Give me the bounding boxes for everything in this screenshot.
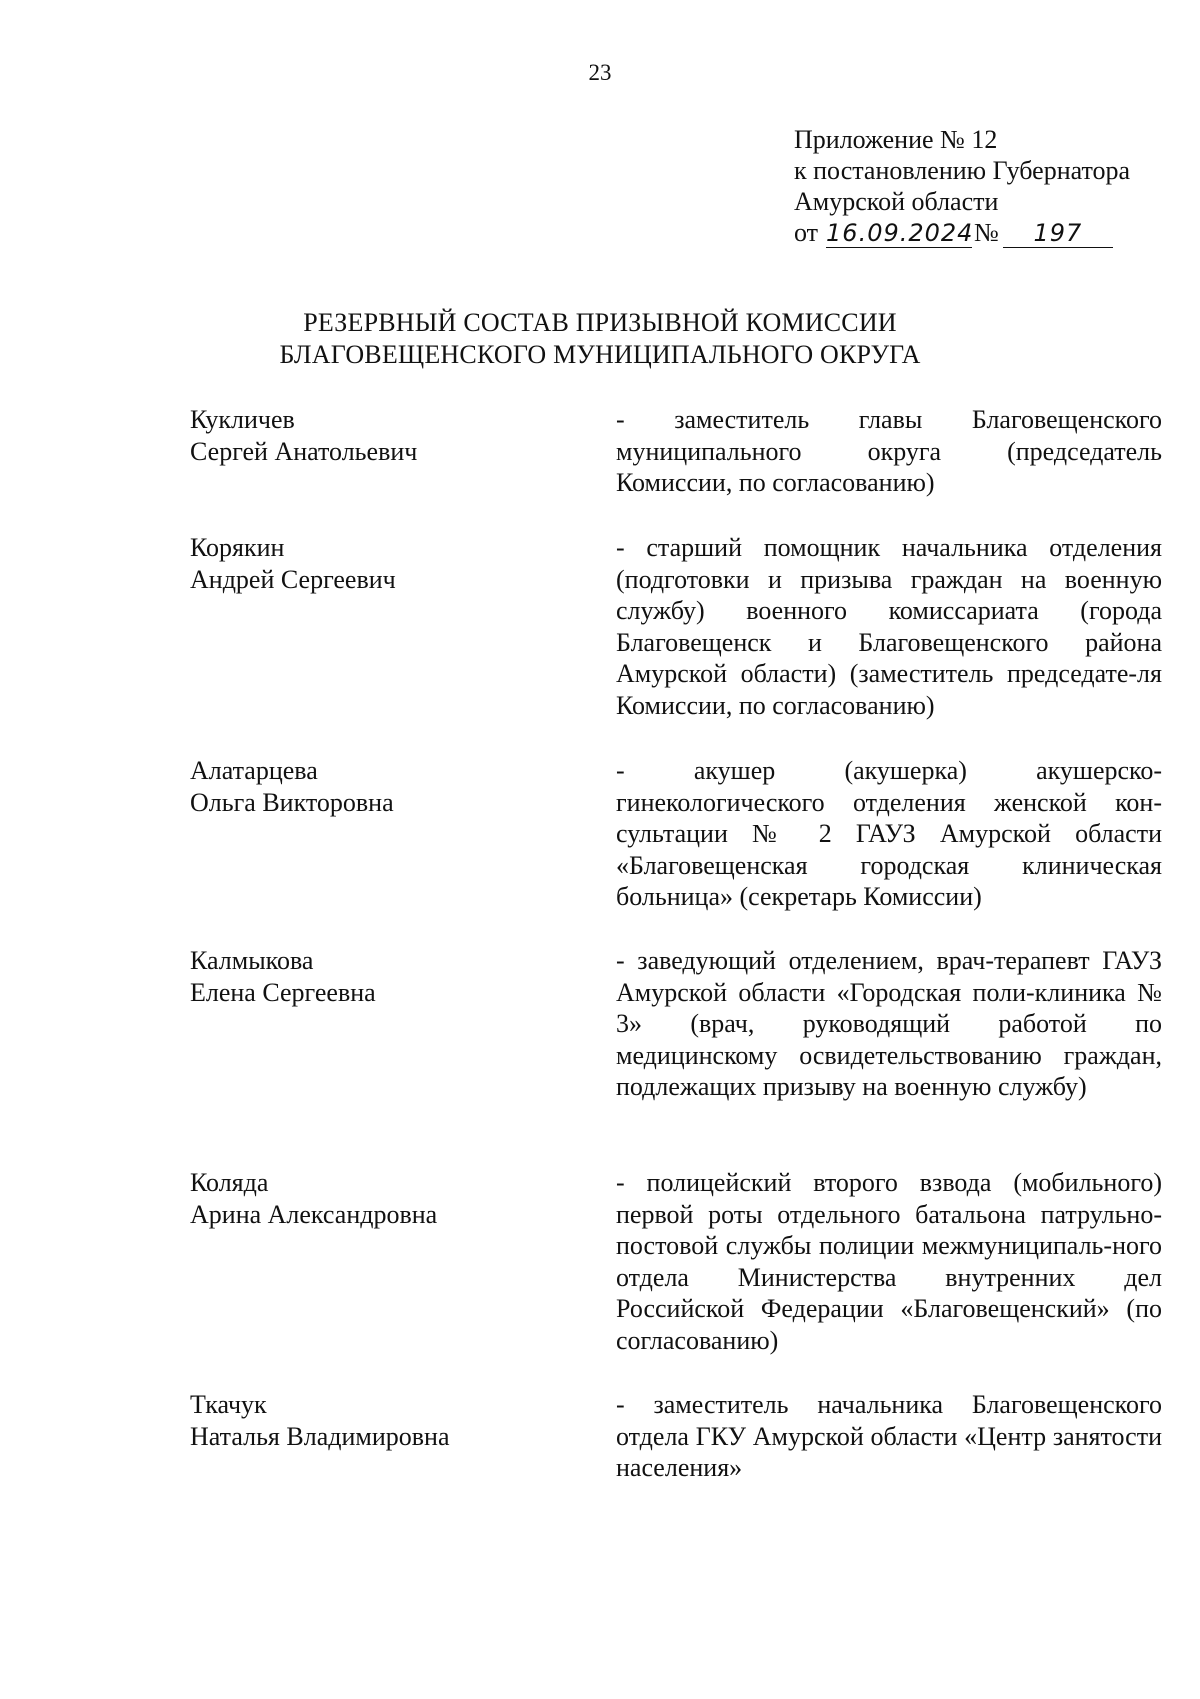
appendix-date-row [794, 217, 1174, 248]
member-given-name: Ольга Викторовна [190, 787, 394, 817]
number-label: № [974, 218, 999, 247]
handwritten-date: 16.09.2024 [826, 219, 974, 247]
member-role: - заведующий отделением, врач-терапевт ГАУЗ Амурской области «Городская поли-клиника № 3» (врач, руководящий работой по медицинскому освидетельствованию граждан, подлежащих призыву на военную службу) [616, 946, 1162, 1101]
member-surname: Калмыкова [190, 946, 314, 975]
member-given-name: Андрей Сергеевич [190, 564, 396, 594]
appendix-region: Амурской области [794, 187, 999, 216]
title-line-1: РЕЗЕРВНЫЙ СОСТАВ ПРИЗЫВНОЙ КОМИССИИ [303, 308, 897, 337]
member-entry [190, 945, 1162, 1167]
member-name [190, 404, 616, 532]
member-surname: Корякин [190, 533, 285, 562]
member-role: - полицейский второго взвода (мобильного) первой роты отдельного батальона патрульно-постовой службы полиции межмуниципаль-ного отдела Министерства внутренних дел Российской Федерации «Благовещенский» (по согласованию) [616, 1168, 1162, 1355]
document-title [0, 307, 1200, 371]
member-given-name: Наталья Владимировна [190, 1421, 450, 1451]
appendix-decree: к постановлению Губернатора [794, 156, 1131, 185]
member-role: - заместитель главы Благовещенского муниципального округа (председатель Комиссии, по согласованию) [616, 405, 1162, 497]
from-label: от [794, 218, 819, 247]
member-name [190, 1389, 616, 1499]
page-number: 23 [588, 60, 612, 85]
member-entry [190, 1167, 1162, 1389]
member-name [190, 532, 616, 755]
member-entry [190, 404, 1162, 532]
member-entry [190, 755, 1162, 945]
title-line-2: БЛАГОВЕЩЕНСКОГО МУНИЦИПАЛЬНОГО ОКРУГА [279, 340, 921, 369]
member-role: - старший помощник начальника отделения (подготовки и призыва граждан на военную службу) военного комиссариата (города Благовещенск и Благовещенского района Амурской области) (заместитель председате-ля Комиссии, по согласованию) [616, 533, 1162, 720]
appendix-block [794, 124, 1174, 248]
member-surname: Кукличев [190, 405, 295, 434]
member-given-name: Елена Сергеевна [190, 977, 376, 1007]
member-name [190, 945, 616, 1167]
member-surname: Коляда [190, 1168, 269, 1197]
member-role: - акушер (акушерка) акушерско-гинекологического отделения женской кон-сультации № 2 ГАУЗ Амурской области «Благовещенская городская клиническая больница» (секретарь Комиссии) [616, 756, 1162, 911]
member-entry [190, 532, 1162, 755]
handwritten-number: 197 [1003, 219, 1113, 248]
member-given-name: Сергей Анатольевич [190, 436, 418, 466]
member-role: - заместитель начальника Благовещенского отдела ГКУ Амурской области «Центр занятости населения» [616, 1390, 1162, 1482]
member-surname: Алатарцева [190, 756, 318, 785]
appendix-number: Приложение № 12 [794, 125, 998, 154]
member-entry [190, 1389, 1162, 1499]
member-list [190, 404, 1162, 1499]
member-name [190, 1167, 616, 1389]
member-surname: Ткачук [190, 1390, 267, 1419]
member-given-name: Арина Александровна [190, 1199, 438, 1229]
member-name [190, 755, 616, 945]
